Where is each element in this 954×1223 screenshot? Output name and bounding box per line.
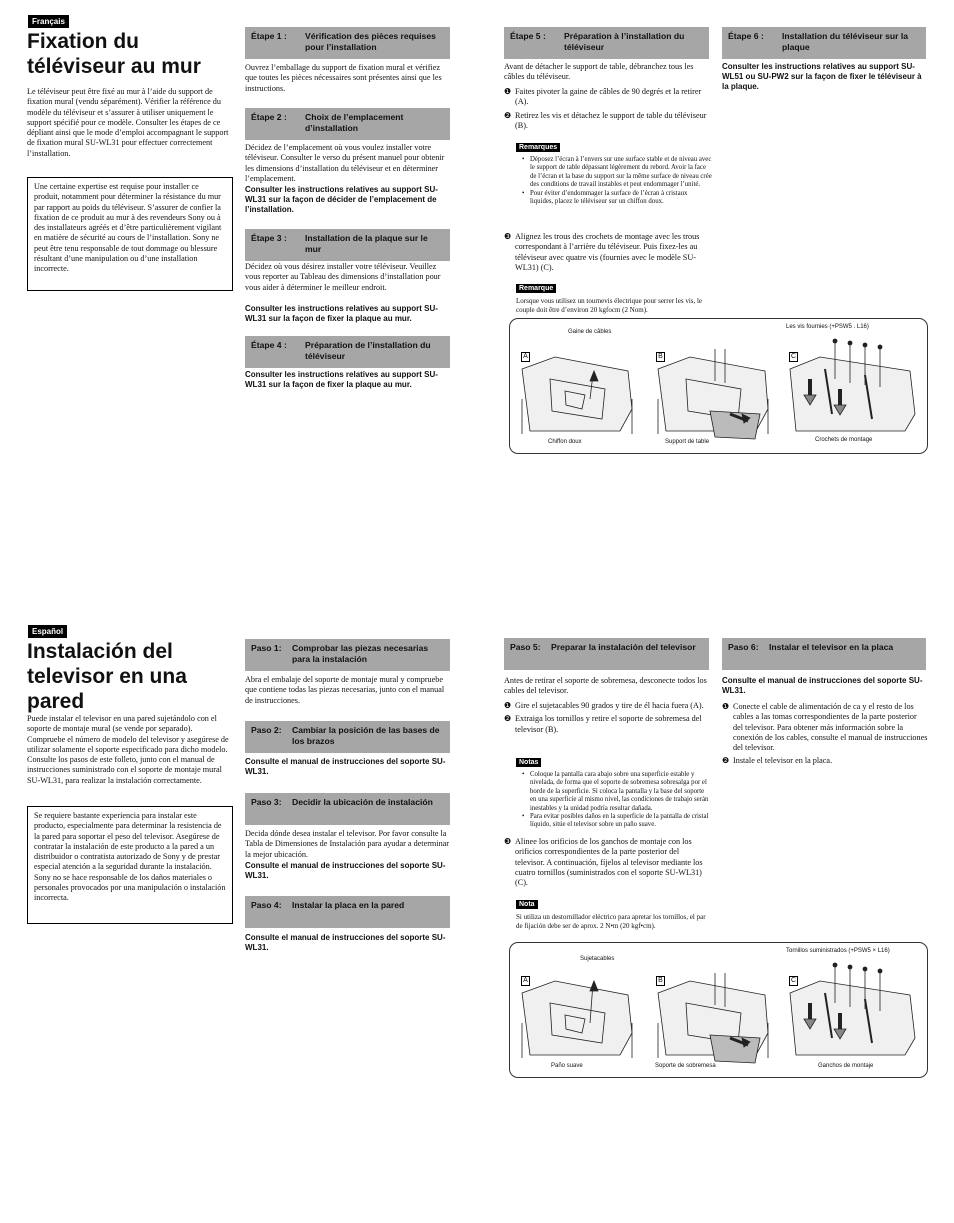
bullet-icon: • <box>522 156 525 163</box>
list-item <box>504 87 709 108</box>
step3-body-es: Decida dónde desea instalar el televisor. Por favor consulte la Tabla de Dimensiones de Instalación para ayudar a determinar la mejor ubicación. <box>245 829 450 859</box>
step1-body-es: Abra el embalaje del soporte de montaje mural y compruebe que contiene todas las piezas necesarias, junto con el manual de instrucciones. <box>245 675 445 705</box>
step5-body-es: Antes de retirar el soporte de sobremesa, desconecte todos los cables del televisor. <box>504 676 707 696</box>
bullet-icon: • <box>522 189 525 197</box>
step-title: Préparation de l’installation du téléviseur <box>305 340 431 361</box>
figure-fr <box>509 318 928 454</box>
note-item <box>522 190 712 207</box>
step5-notes-fr <box>516 136 712 208</box>
step6-instruction-es: Consulte el manual de instrucciones del soporte SU-WL31. <box>722 676 923 695</box>
note-item <box>522 771 712 813</box>
list-item-text: Conecte el cable de alimentación de ca y el resto de los cables a las tomas correspondientes de la parte posterior del televisor. Para obtener más información sobre la conexión de los cables, consulte el manual de instrucciones del televisor. <box>733 702 928 753</box>
list-item <box>722 702 928 753</box>
step-number: Étape 3 : <box>251 233 287 243</box>
step1-header-fr <box>245 27 450 59</box>
label-cable: Gaine de câbles <box>568 329 612 335</box>
step-number: Paso 6: <box>728 642 759 652</box>
notes-tag: Remarques <box>516 143 560 152</box>
step-title: Instalar el televisor en la placa <box>769 642 894 652</box>
step5-notes-es <box>516 751 712 832</box>
panel-letter: B <box>656 352 665 362</box>
notes-list <box>516 156 712 206</box>
step2-header-es <box>245 721 450 753</box>
list-item-text: Retirez les vis et détachez le support de table du téléviseur (B). <box>515 110 707 130</box>
intro-text-es: Puede instalar el televisor en una pared sujetándolo con el soporte de montaje mural (se vende por separado). Compruebe el número de modelo del televisor y asegúrese de utilizar solamente el soporte especificado para dicho modelo. Consulte los pasos de este folleto, junto con el manual de instrucciones suministrado con el soporte de montaje mural SU-WL31, para realizar la instalación correctamente. <box>27 714 229 785</box>
language-label-es: Español <box>28 625 67 638</box>
tv-illustration <box>510 943 927 1077</box>
step-number: Paso 5: <box>510 642 541 652</box>
intro-text-fr: Le téléviseur peut être fixé au mur à l’aide du support de fixation mural (vendu séparément). Vérifier la référence du modèle du téléviseur et s’assurer à utiliser uniquement le support spécifié pour ce modèle. Consulter les étapes de ce dépliant ainsi que le mode d’emploi accompagnant le support de fixation mural SU-WL31 pour effectuer correctement l’installation. <box>27 87 229 158</box>
step-title: Cambiar la posición de las bases de los brazos <box>292 725 440 746</box>
remark-text: Si utiliza un destornillador eléctrico para apretar los tornillos, el par de fijación debe ser de aprox. 2 N•m (20 kgf•cm). <box>516 913 706 930</box>
page-title-es <box>27 639 237 714</box>
step3-header-es <box>245 793 450 825</box>
note-text: Coloque la pantalla cara abajo sobre una superficie estable y nivelada, de forma que el soporte de sobremesa sobresalga por el borde de la superficie. Si coloca la pantalla y la base del soporte en una superficie al mismo nivel, las condiciones de trabajo serán inestables y la unidad podría resultar dañada. <box>530 771 709 812</box>
number-2-icon: ❷ <box>722 756 730 766</box>
step6-header-es <box>722 638 926 670</box>
step-title: Préparation à l’installation du téléviseur <box>564 31 685 52</box>
step-number: Paso 3: <box>251 797 282 807</box>
list-item-text: Alinee los orificios de los ganchos de montaje con los orificios correspondientes de la parte posterior del televisor. A continuación, fíjelos al televisor mediante los cuatro tornillos (suministrados con el soporte SU-WL31) (C). <box>515 837 703 888</box>
step-number: Paso 1: <box>251 643 282 653</box>
label-screws: Les vis fournies (+PSW5 . L16) <box>786 324 869 330</box>
number-1-icon: ❶ <box>722 702 730 711</box>
warning-box-fr: Une certaine expertise est requise pour installer ce produit, notamment pour déterminer la résistance du mur par rapport au poids du téléviseur. S’assurer de confier la fixation de ce produit au mur à des revendeurs Sony ou à des installateurs agréés et d’être particulièrement vigilant en matière de sécurité au cours de l’installation. Sony ne peut être tenu responsable de tout dommage ou blessure résultant d’une manipulation ou d’une installation incorrecte. <box>27 177 233 291</box>
step5-header-es <box>504 638 709 670</box>
list-item <box>504 111 709 132</box>
step-title: Choix de l’emplacement d’installation <box>305 112 404 133</box>
note-item <box>522 813 712 830</box>
step3-instruction-fr: Consulter les instructions relatives au support SU-WL31 sur la façon de fixer la plaque au mur. <box>245 304 438 323</box>
step-number: Étape 5 : <box>510 31 546 41</box>
number-3-icon: ❸ <box>504 232 512 241</box>
step-number: Étape 1 : <box>251 31 287 41</box>
remark-tag: Nota <box>516 900 538 909</box>
bullet-icon: • <box>522 771 525 778</box>
step5-remark-es <box>516 893 712 930</box>
title-line: téléviseur au mur <box>27 55 201 78</box>
step5-body-fr: Avant de détacher le support de table, débranchez tous les câbles du téléviseur. <box>504 62 694 82</box>
step3-instruction-es: Consulte el manual de instrucciones del soporte SU-WL31. <box>245 861 446 880</box>
step-number: Étape 6 : <box>728 31 764 41</box>
step-title: Preparar la instalación del televisor <box>551 642 696 652</box>
list-item-text: Faites pivoter la gaine de câbles de 90 degrés et la retirer (A). <box>515 87 702 107</box>
list-item <box>504 701 709 711</box>
panel-letter: A <box>521 352 530 362</box>
tv-illustration <box>510 319 927 453</box>
list-item-text: Extraiga los tornillos y retire el soporte de sobremesa del televisor (B). <box>515 714 702 734</box>
step6-instruction-fr: Consulter les instructions relatives au support SU-WL51 ou SU-PW2 sur la façon de fixer le téléviseur à la plaque. <box>722 62 922 91</box>
label-stand: Soporte de sobremesa <box>655 1063 716 1069</box>
step5-list-es <box>504 701 709 738</box>
step2-body-fr: Décidez de l’emplacement où vous voulez installer votre téléviseur. Consulter le verso du présent manuel pour obtenir les dimensions d’installation du téléviseur et en déterminer l’emplacement. <box>245 143 445 183</box>
step5-list-fr-2 <box>504 232 709 276</box>
note-item <box>522 156 712 190</box>
step3-header-fr <box>245 229 450 261</box>
label-cloth: Chiffon doux <box>548 439 582 445</box>
note-text: Déposez l’écran à l’envers sur une surface stable et de niveau avec le support de table dépassant légèrement du rebord. Avoir la face de l’écran et la base du support sur la même surface de niveau crée des conditions de travail instables et peut endommager l’unité. <box>530 156 712 189</box>
label-hooks: Ganchos de montaje <box>818 1063 874 1069</box>
figure-es <box>509 942 928 1078</box>
step5-list-es-2 <box>504 837 709 891</box>
step-number: Paso 2: <box>251 725 282 735</box>
step-title: Installation du téléviseur sur la plaque <box>782 31 909 52</box>
page-title-fr <box>27 29 237 79</box>
list-item <box>504 714 709 735</box>
notes-list <box>516 771 712 830</box>
panel-letter: B <box>656 976 665 986</box>
list-item <box>722 756 928 766</box>
step4-header-fr <box>245 336 450 368</box>
step-title: Comprobar las piezas necesarias para la instalación <box>292 643 429 664</box>
bullet-icon: • <box>522 813 525 821</box>
number-2-icon: ❷ <box>504 714 512 724</box>
label-hooks: Crochets de montage <box>815 437 873 443</box>
label-cloth: Paño suave <box>551 1063 583 1069</box>
step5-list-fr <box>504 87 709 134</box>
step2-header-fr <box>245 108 450 140</box>
notes-tag: Notas <box>516 758 541 767</box>
note-text: Para evitar posibles daños en la superficie de la pantalla de cristal líquido, sitúe el televisor sobre un paño suave. <box>530 813 709 829</box>
step4-header-es <box>245 896 450 928</box>
title-line: Instalación del <box>27 640 173 663</box>
step-title: Vérification des pièces requises pour l’installation <box>305 31 436 52</box>
step2-instruction-fr: Consulter les instructions relatives au support SU-WL31 sur la façon de décider de l’emplacement de l’installation. <box>245 185 438 214</box>
step2-instruction-es: Consulte el manual de instrucciones del soporte SU-WL31. <box>245 757 446 776</box>
warning-box-es: Se requiere bastante experiencia para instalar este producto, especialmente para determinar la resistencia de la pared para soportar el peso del televisor. Asegúrese de contratar la instalación de este producto a la pared a un distribuidor o contratista autorizado de Sony y de prestar especial atención a la seguridad durante la instalación. Sony no se hace responsable de los daños materiales o personales provocados por una manipulación o instalación incorrecta. <box>27 806 233 924</box>
list-item-text: Alignez les trous des crochets de montage avec les trous correspondant à l’arrière du téléviseur. Puis fixez-les au téléviseur avec quatre vis (fournies avec le modèle SU-WL31) (C). <box>515 232 700 272</box>
list-item <box>504 232 709 273</box>
step-title: Decidir la ubicación de instalación <box>292 797 433 807</box>
panel-letter: A <box>521 976 530 986</box>
remark-tag: Remarque <box>516 284 556 293</box>
step6-list-es <box>722 702 928 770</box>
remark-text: Lorsque vous utilisez un tournevis électrique pour serrer les vis, le couple doit être d’environ 20 kgfocm (2 Nom). <box>516 297 703 314</box>
panel-letter: C <box>790 977 797 984</box>
step1-header-es <box>245 639 450 671</box>
step5-header-fr <box>504 27 709 59</box>
number-3-icon: ❸ <box>504 837 512 846</box>
step-number: Paso 4: <box>251 900 282 910</box>
step4-instruction-es: Consulte el manual de instrucciones del soporte SU-WL31. <box>245 933 446 952</box>
step5-remark-fr <box>516 277 712 314</box>
title-line: televisor en una <box>27 665 187 688</box>
label-stand: Support de table <box>665 439 710 445</box>
title-line: Fixation du <box>27 30 139 53</box>
step-title: Installation de la plaque sur le mur <box>305 233 428 254</box>
language-label-fr: Français <box>28 15 69 28</box>
title-line: pared <box>27 690 85 713</box>
number-1-icon: ❶ <box>504 701 512 710</box>
list-item-text: Instale el televisor en la placa. <box>733 756 833 766</box>
panel-letter: C <box>790 353 797 360</box>
step-number: Étape 4 : <box>251 340 287 350</box>
number-1-icon: ❶ <box>504 87 512 96</box>
step1-body-fr: Ouvrez l’emballage du support de fixation mural et vérifiez que toutes les pièces nécessaires sont présentes ainsi que les instructions. <box>245 63 442 93</box>
list-item <box>504 837 709 888</box>
step4-instruction-fr: Consulter les instructions relatives au support SU-WL31 sur la façon de fixer la plaque au mur. <box>245 370 438 389</box>
note-text: Pour éviter d’endommager la surface de l’écran à cristaux liquides, placez le téléviseur sur un chiffon doux. <box>530 189 688 206</box>
step6-header-fr <box>722 27 926 59</box>
number-2-icon: ❷ <box>504 110 512 120</box>
step-number: Étape 2 : <box>251 112 287 122</box>
step-title: Instalar la placa en la pared <box>292 900 405 910</box>
label-screws: Tornillos suministrados (+PSW5 × L16) <box>786 948 890 954</box>
step3-body-fr: Décidez où vous désirez installer votre téléviseur. Veuillez vous reporter au Tableau des dimensions d’installation pour vous aider à déterminer le meilleur endroit. <box>245 262 441 292</box>
label-cable: Sujetacables <box>580 956 615 962</box>
list-item-text: Gire el sujetacables 90 grados y tire de él hacia fuera (A). <box>515 701 704 710</box>
